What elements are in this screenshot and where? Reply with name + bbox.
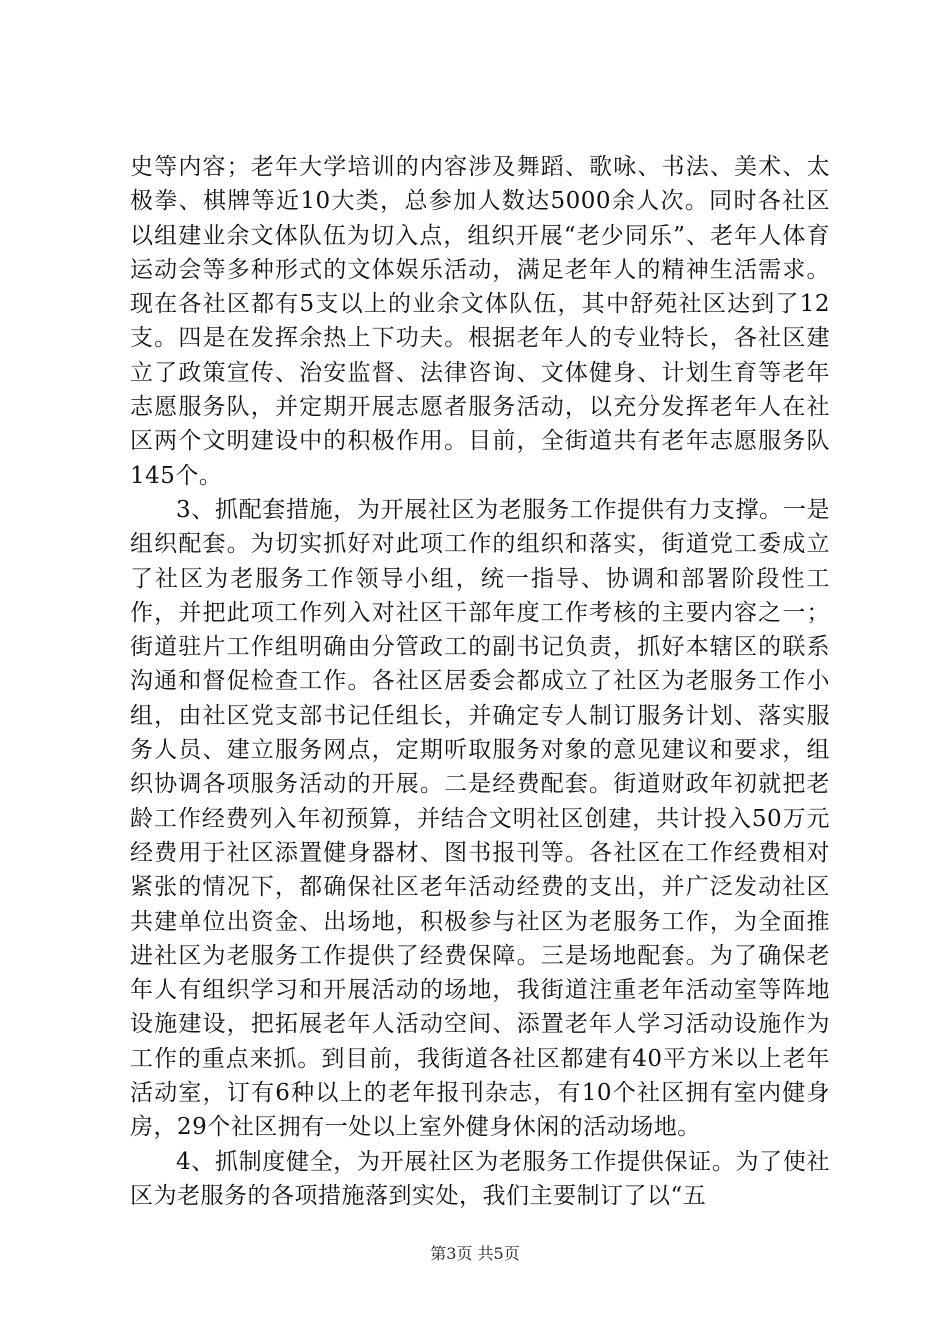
paragraph-section-4: 4、抓制度健全，为开展社区为老服务工作提供保证。为了使社区为老服务的各项措施落到实处，我们主要制订了以“五	[130, 1148, 830, 1209]
paragraph-section-3: 3、抓配套措施，为开展社区为老服务工作提供有力支撑。一是组织配套。为切实抓好对此项工作的组织和落实，街道党工委成立了社区为老服务工作领导小组，统一指导、协调和部署阶段性工作，并把此项工作列入对社区干部年度工作考核的主要内容之一；街道驻片工作组明确由分管政工的副书记负责，抓好本辖区的联系沟通和督促检查工作。各社区居委会都成立了社区为老服务工作小组，由社区党支部书记任组长，并确定专人制订服务计划、落实服务人员、建立服务网点，定期听取服务对象的意见建议和要求，组织协调各项服务活动的开展。二是经费配套。街道财政年初就把老龄工作经费列入年初预算，并结合文明社区创建，共计投入50万元经费用于社区添置健身器材、图书报刊等。各社区在工作经费相对紧张的情况下，都确保社区老年活动经费的支出，并广泛发动社区共建单位出资金、出场地，积极参与社区为老服务工作，为全面推进社区为老服务工作提供了经费保障。三是场地配套。为了确保老年人有组织学习和开展活动的场地，我街道注重老年活动室等阵地设施建设，把拓展老年人活动空间、添置老年人学习活动设施作为工作的重点来抓。到目前，我街道各社区都建有40平方米以上老年活动室，订有6种以上的老年报刊杂志，有10个社区拥有室内健身房，29个社区拥有一处以上室外健身休闲的活动场地。	[130, 496, 830, 1141]
page-number-footer: 第3页 共5页	[430, 1244, 520, 1263]
document-body	[130, 150, 830, 1213]
paragraph-continuation: 史等内容；老年大学培训的内容涉及舞蹈、歌咏、书法、美术、太极拳、棋牌等近10大类，总参加人数达5000余人次。同时各社区以组建业余文体队伍为切入点，组织开展“老少同乐”、老年人体育运动会等多种形式的文体娱乐活动，满足老年人的精神生活需求。现在各社区都有5支以上的业余文体队伍，其中舒苑社区达到了12支。四是在发挥余热上下功夫。根据老年人的专业特长，各社区建立了政策宣传、治安监督、法律咨询、文体健身、计划生育等老年志愿服务队，并定期开展志愿者服务活动，以充分发挥老年人在社区两个文明建设中的积极作用。目前，全街道共有老年志愿服务队145个。	[130, 154, 830, 489]
